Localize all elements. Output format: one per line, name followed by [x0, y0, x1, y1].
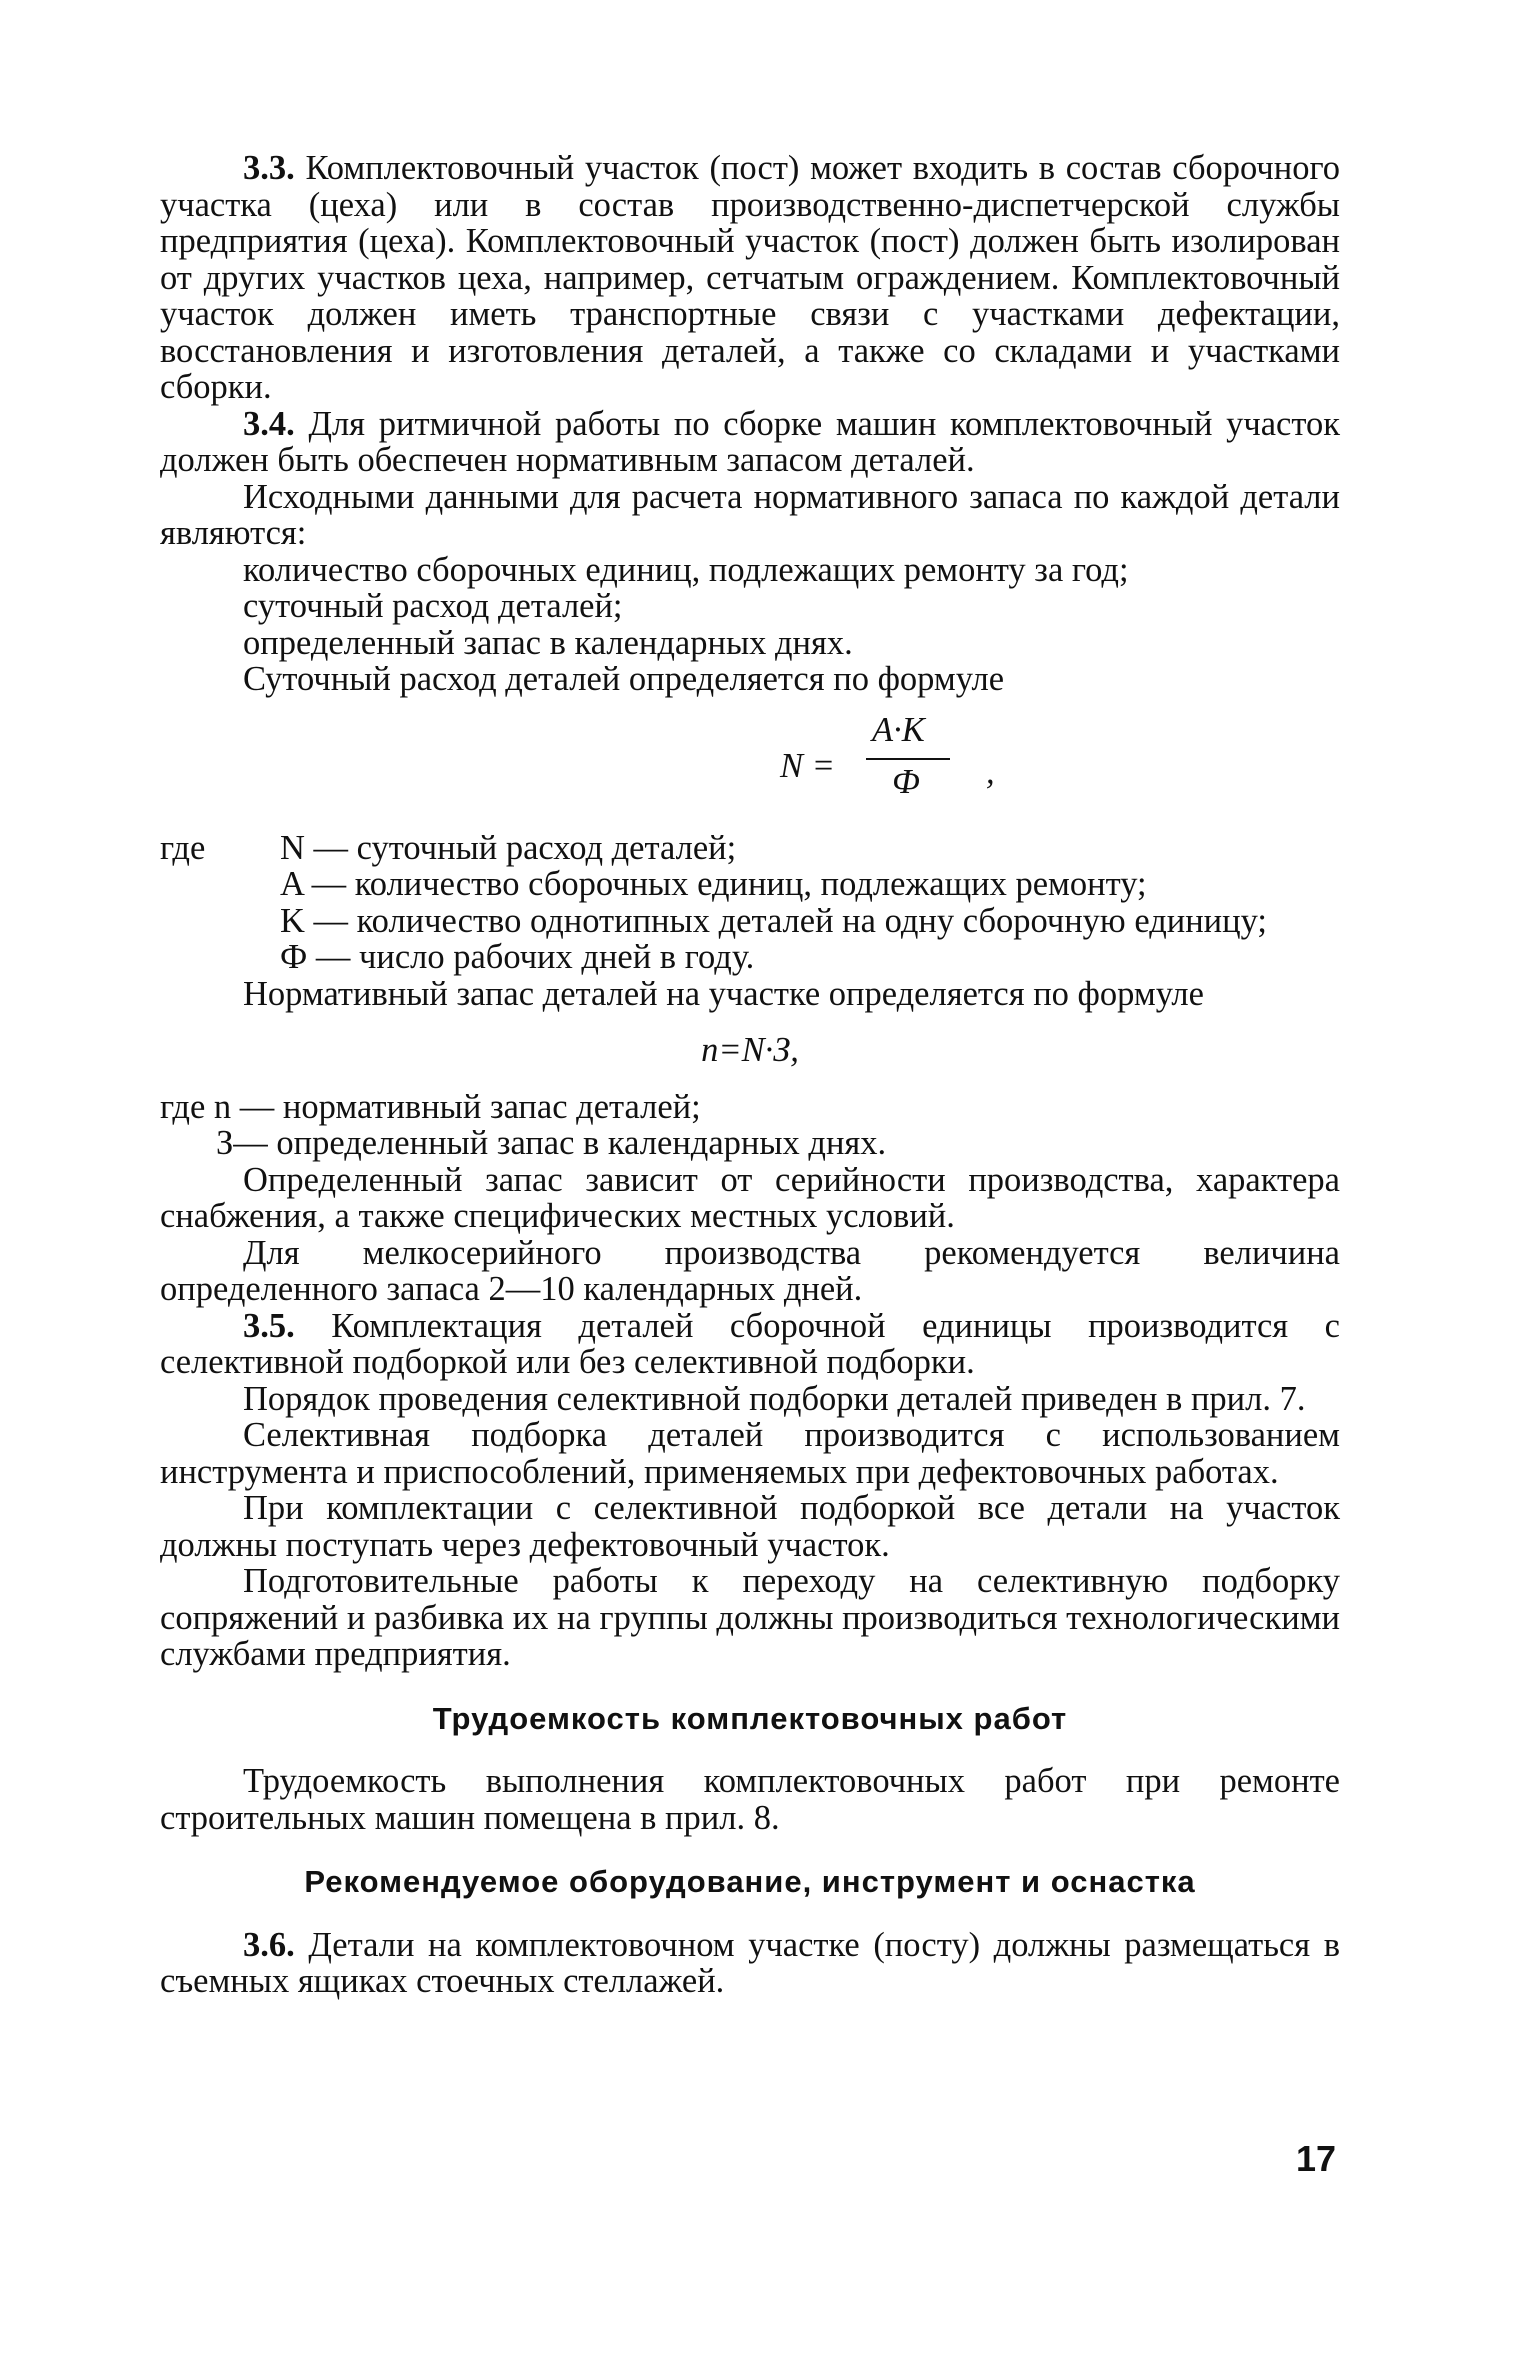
- page-number: 17: [1296, 2138, 1337, 2179]
- where-item: Ф — число рабочих дней в году.: [280, 938, 755, 976]
- where-item: где n — нормативный запас деталей;: [160, 1087, 701, 1126]
- where-item: З— определенный запас в календарных днях.: [216, 1124, 887, 1162]
- paragraph: Подготовительные работы к переходу на селективную подборку сопряжений и разбивка их на группы должны производиться технологическими службами предприятия.: [160, 1562, 1340, 1673]
- paragraph: Селективная подборка деталей производится с использованием инструмента и приспособлений, применяемых при дефектовочных работах.: [160, 1416, 1340, 1491]
- section-number-3-3: 3.3.: [243, 149, 295, 187]
- list-item: определенный запас в календарных днях.: [243, 623, 853, 662]
- paragraph-3-3-text: Комплектовочный участок (пост) может входить в состав сборочного участка (цеха) или в состав производственно-диспетчерской службы предприятия (цеха). Комплектовочный участок (пост) должен быть изолирован от других участков цеха, например, сетчатым ограждением. Комплектовочный участок должен иметь транспортные связи с участками дефектации, восстановления и изготовления деталей, а также со складами и участками сборки.: [160, 149, 1341, 406]
- section-number-3-6: 3.6.: [243, 1925, 295, 1964]
- paragraph: Порядок проведения селективной подборки деталей приведен в прил. 7.: [243, 1379, 1306, 1418]
- section-number-3-5: 3.5.: [243, 1306, 295, 1345]
- paragraph-3-3: [160, 150, 1340, 406]
- daily-consumption-intro: Суточный расход деталей определяется по формуле: [243, 660, 1005, 698]
- norm-stock-intro: Нормативный запас деталей на участке определяется по формуле: [243, 974, 1204, 1013]
- paragraph-3-6: [160, 1927, 1340, 2000]
- where-label: где: [160, 828, 206, 867]
- labor-paragraph: Трудоемкость выполнения комплектовочных работ при ремонте строительных машин помещена в прил. 8.: [160, 1762, 1340, 1837]
- initial-data-list: [160, 552, 1340, 662]
- page-body: [160, 150, 1340, 2000]
- formula-lhs: N =: [780, 746, 835, 785]
- paragraph: Для мелкосерийного производства рекомендуется величина определенного запаса 2—10 календарных дней.: [160, 1233, 1340, 1308]
- section-heading-equipment: Рекомендуемое оборудование, инструмент и оснастка: [304, 1864, 1196, 1899]
- section-heading-labor: Трудоемкость комплектовочных работ: [432, 1700, 1068, 1736]
- section-number-3-4: 3.4.: [243, 404, 295, 443]
- where-item: N — суточный расход деталей;: [280, 828, 737, 867]
- formula-trailing-comma: ,: [986, 752, 995, 791]
- list-item: количество сборочных единиц, подлежащих ремонту за год;: [243, 550, 1129, 589]
- list-item: суточный расход деталей;: [243, 587, 623, 625]
- paragraph: Определенный запас зависит от серийности производства, характера снабжения, а также специфических местных условий.: [160, 1160, 1340, 1235]
- paragraph-initial-data: Исходными данными для расчета нормативного запаса по каждой детали являются:: [160, 477, 1340, 552]
- paragraph-3-6-text: Детали на комплектовочном участке (посту) должны размещаться в съемных ящиках стоечных стеллажей.: [160, 1925, 1340, 2000]
- formula-norm-stock: n=N·З,: [701, 1031, 799, 1069]
- where-block-1: [160, 830, 1340, 976]
- where-item: K — количество однотипных деталей на одну сборочную единицу;: [280, 901, 1267, 940]
- paragraph: При комплектации с селективной подборкой все детали на участок должны поступать через дефектовочный участок.: [160, 1489, 1340, 1564]
- formula-daily-consumption: [160, 712, 1340, 824]
- paragraph-3-5: [160, 1308, 1340, 1381]
- formula-numerator: A·K: [872, 710, 925, 749]
- formula-denominator: Ф: [892, 762, 920, 801]
- paragraph-3-5-text: Комплектация деталей сборочной единицы производится с селективной подборкой или без селективной подборки.: [160, 1306, 1340, 1381]
- paragraph-3-4: [160, 406, 1340, 479]
- fraction-bar: [866, 758, 950, 760]
- paragraph-3-4-text: Для ритмичной работы по сборке машин комплектовочный участок должен быть обеспечен нормативным запасом деталей.: [160, 404, 1341, 479]
- where-item: A — количество сборочных единиц, подлежащих ремонту;: [280, 865, 1147, 903]
